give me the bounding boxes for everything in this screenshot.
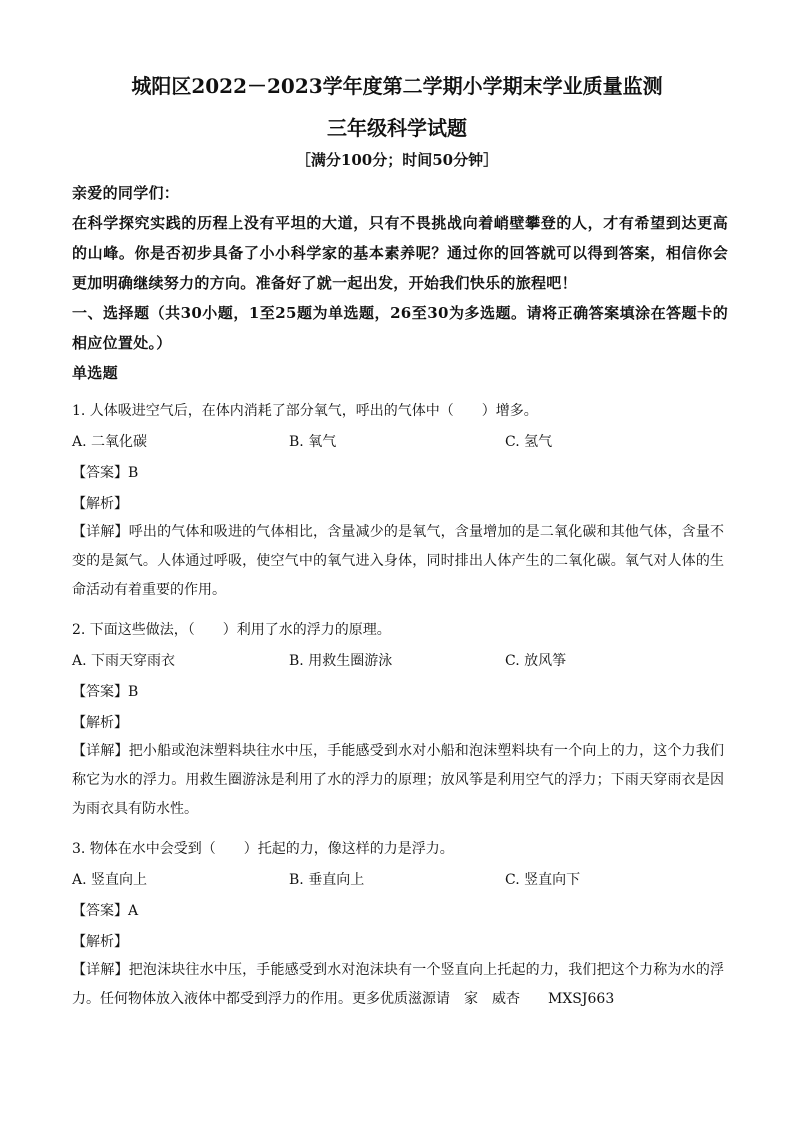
question-1-analysis: 【解析】 xyxy=(72,496,128,512)
question-2-answer: 【答案】B xyxy=(72,684,139,700)
question-3-detail: 【详解】把泡沫块往水中压，手能感受到水对泡沫块有一个竖直向上托起的力，我们把这个力称为水的浮力。任何物体放入液体中都受到浮力的作用。更多优质滋源请 家 威杏 MXSJ663 xyxy=(72,962,724,1007)
question-2-detail: 【详解】把小船或泡沫塑料块往水中压，手能感受到水对小船和泡沫塑料块有一个向上的力，这个力我们称它为水的浮力。用救生圈游泳是利用了水的浮力的原理；放风筝是利用空气的浮力；下雨天穿雨衣是因为雨衣具有防水性。 xyxy=(72,743,724,817)
score-time-note: ［满分100分；时间50分钟］ xyxy=(295,151,499,169)
question-1-answer: 【答案】B xyxy=(72,465,139,481)
exam-subtitle: 三年级科学试题 xyxy=(327,116,467,140)
question-1-option-c: C. 氢气 xyxy=(505,434,553,450)
question-3-answer: 【答案】A xyxy=(72,903,139,919)
question-2-stem: 2. 下面这些做法，（ ）利用了水的浮力的原理。 xyxy=(72,622,391,638)
intro-block xyxy=(72,178,728,388)
question-3-option-a: A. 竖直向上 xyxy=(72,872,148,888)
subsection-title: 单选题 xyxy=(72,364,118,382)
question-3-analysis: 【解析】 xyxy=(72,934,128,950)
question-3-stem: 3. 物体在水中会受到（ ）托起的力，像这样的力是浮力。 xyxy=(72,841,454,857)
section-title: 一、选择题（共30小题，1至25题为单选题，26至30为多选题。请将正确答案填涂在答题卡的相应位置处。） xyxy=(72,304,728,352)
question-1-stem: 1. 人体吸进空气后，在体内消耗了部分氧气，呼出的气体中（ ）增多。 xyxy=(72,403,538,419)
intro-body: 在科学探究实践的历程上没有平坦的大道，只有不畏挑战向着峭壁攀登的人，才有希望到达更高的山峰。你是否初步具备了小小科学家的基本素养呢？通过你的回答就可以得到答案，相信你会更加明确继续努力的方向。准备好了就一起出发，开始我们快乐的旅程吧！ xyxy=(72,214,728,292)
question-1-option-b: B. 氧气 xyxy=(289,434,337,450)
question-1-detail: 【详解】呼出的气体和吸进的气体相比，含量减少的是氧气，含量增加的是二氧化碳和其他气体，含量不变的是氮气。人体通过呼吸，使空气中的氧气进入身体，同时排出人体产生的二氧化碳。氧气对人体的生命活动有着重要的作用。 xyxy=(72,524,724,598)
question-2-analysis: 【解析】 xyxy=(72,715,128,731)
question-2-option-c: C. 放风筝 xyxy=(505,653,567,669)
question-3-option-c: C. 竖直向下 xyxy=(505,872,581,888)
question-2-option-a: A. 下雨天穿雨衣 xyxy=(72,653,176,669)
intro-greeting: 亲爱的同学们： xyxy=(72,184,180,202)
question-1-option-a: A. 二氧化碳 xyxy=(72,434,148,450)
question-3-option-b: B. 垂直向上 xyxy=(289,872,365,888)
exam-title: 城阳区2022－2023学年度第二学期小学期末学业质量监测 xyxy=(131,74,663,98)
question-2-option-b: B. 用救生圈游泳 xyxy=(289,653,393,669)
